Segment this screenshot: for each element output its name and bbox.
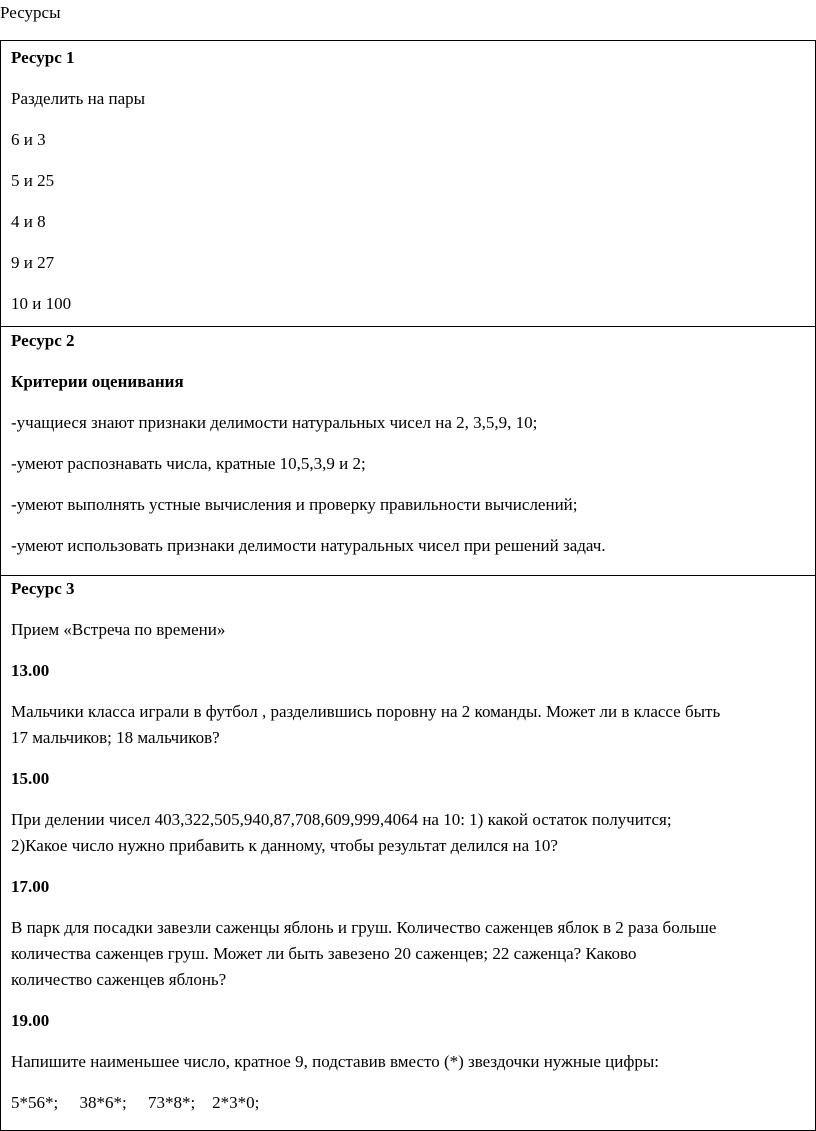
task-time: 15.00 <box>11 769 50 788</box>
resource-2-title: Ресурс 2 <box>11 331 75 350</box>
resource-1-title: Ресурс 1 <box>11 48 75 67</box>
task-text-line: Напишите наименьшее число, кратное 9, подставив вместо (*) звездочки нужные цифры: <box>11 1052 659 1071</box>
task-time: 19.00 <box>11 1011 50 1030</box>
criteria-item: -умеют использовать признаки делимости натуральных чисел при решений задач. <box>11 536 606 555</box>
resource-1-cell <box>1 41 815 326</box>
criteria-item: -учащиеся знают признаки делимости натуральных чисел на 2, 3,5,9, 10; <box>11 413 538 432</box>
task-text-line: Мальчики класса играли в футбол , разделившись поровну на 2 команды. Может ли в классе быть <box>11 702 721 721</box>
task-time: 13.00 <box>11 661 50 680</box>
criteria-title: Критерии оценивания <box>11 372 184 391</box>
pair-item: 10 и 100 <box>11 294 72 313</box>
task-text-line: 2)Какое число нужно прибавить к данному, чтобы результат делился на 10? <box>11 836 558 855</box>
task-text-line: 5*56*; 38*6*; 73*8*; 2*3*0; <box>11 1093 260 1112</box>
resources-table <box>0 40 816 1131</box>
criteria-item: -умеют выполнять устные вычисления и проверку правильности вычислений; <box>11 495 578 514</box>
pair-item: 6 и 3 <box>11 130 46 149</box>
task-text-line: количества саженцев груш. Может ли быть завезено 20 саженцев; 22 саженца? Каково <box>11 944 637 963</box>
method-title: Прием «Встреча по времени» <box>11 620 226 639</box>
pair-item: 4 и 8 <box>11 212 46 231</box>
task-text-line: 17 мальчиков; 18 мальчиков? <box>11 728 220 747</box>
task-text-line: количество саженцев яблонь? <box>11 970 227 989</box>
pair-item: 5 и 25 <box>11 171 55 190</box>
page-title: Ресурсы <box>0 3 61 22</box>
resource-3-cell <box>1 575 815 1130</box>
resource-3-title: Ресурс 3 <box>11 579 75 598</box>
task-text-line: В парк для посадки завезли саженцы яблонь и груш. Количество саженцев яблок в 2 раза больше <box>11 918 717 937</box>
criteria-item: -умеют распознавать числа, кратные 10,5,3,9 и 2; <box>11 454 366 473</box>
pair-item: 9 и 27 <box>11 253 55 272</box>
resource-1-instruction: Разделить на пары <box>11 89 146 108</box>
resource-2-cell <box>1 326 815 575</box>
task-text-line: При делении чисел 403,322,505,940,87,708,609,999,4064 на 10: 1) какой остаток получится; <box>11 810 672 829</box>
task-time: 17.00 <box>11 877 50 896</box>
